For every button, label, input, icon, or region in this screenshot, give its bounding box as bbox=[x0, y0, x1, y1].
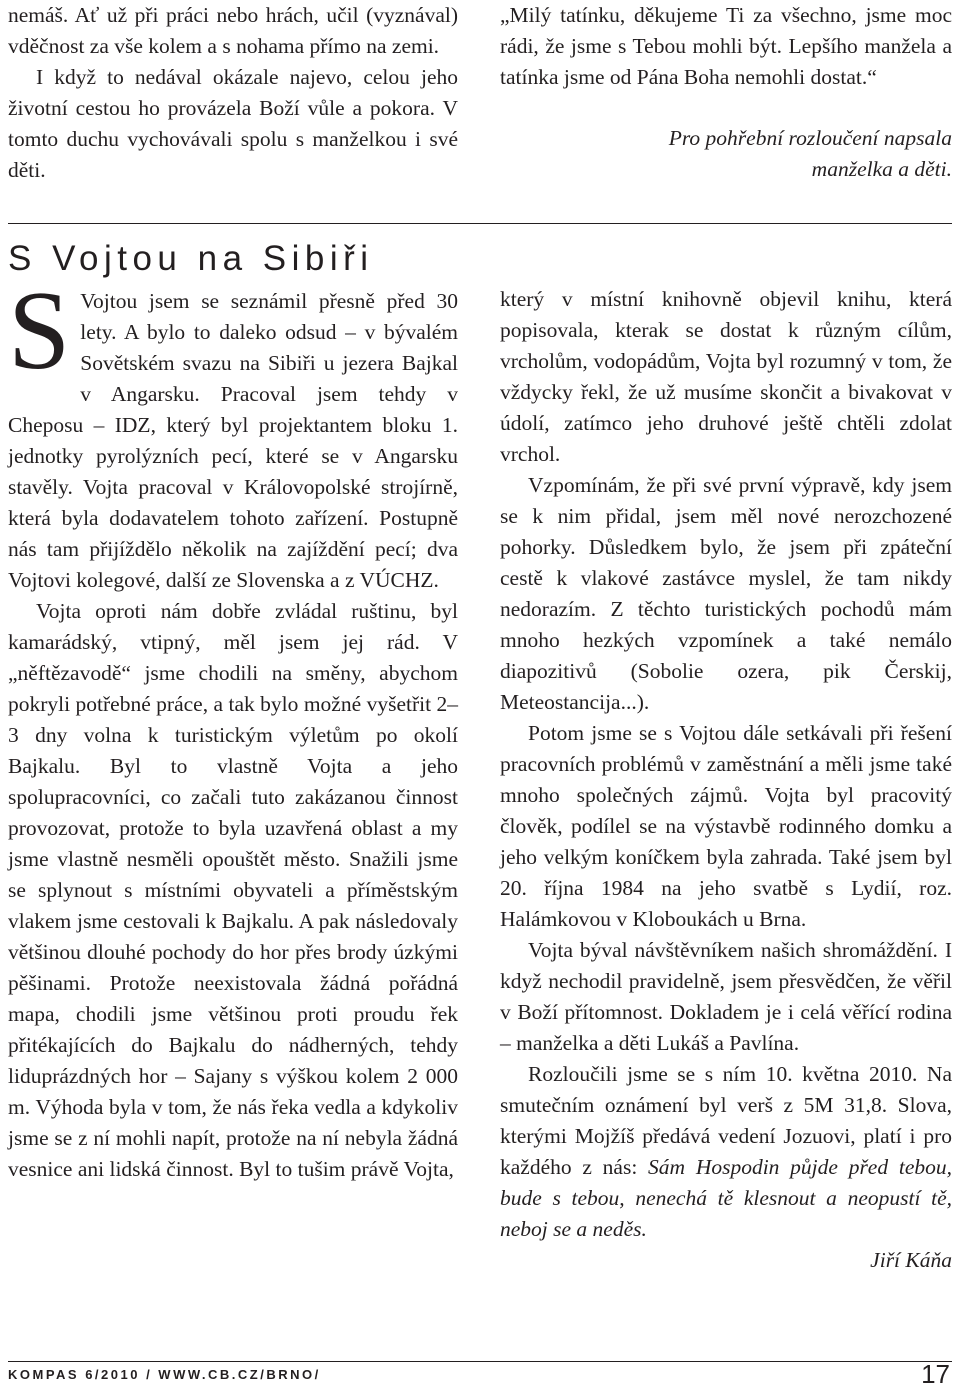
quote-credit-line2: manželka a děti. bbox=[811, 157, 952, 181]
author-signature: Jiří Káňa bbox=[870, 1248, 952, 1272]
first-paragraph bbox=[8, 269, 458, 596]
right-intro bbox=[500, 0, 952, 185]
section-heading: S Vojtou na Sibiři bbox=[8, 239, 374, 278]
closing-text: Rozloučili jsme se s ním 10. května 2010. Na smutečním oznámení byl verš z 5M 31,8. Slova, kterými Mojžíš předává vedení Jozuovi, platí i pro každého z nás: bbox=[500, 1062, 952, 1179]
left-column bbox=[8, 269, 458, 1185]
scripture-quote: Sám Hospodin půjde před tebou, bude s tebou, nenechá tě klesnout a neopustí tě, neboj se a neděs. bbox=[500, 1155, 952, 1241]
footer-divider bbox=[8, 1361, 952, 1362]
drop-cap: S bbox=[8, 269, 71, 393]
left-intro bbox=[8, 0, 458, 186]
intro-paragraph: I když to nedával okázale najevo, celou jeho životní cestou ho provázela Boží vůle a pokora. V tomto duchu vychovávali spolu s manželkou i své děti. bbox=[8, 65, 458, 182]
quote-credit-line1: Pro pohřební rozloučení napsala bbox=[668, 126, 952, 150]
footer-text: KOMPAS 6/2010 / WWW.CB.CZ/BRNO/ bbox=[8, 1367, 321, 1382]
right-paragraph: Vojta býval návštěvníkem našich shromáždění. I když nechodil pravidelně, jsem přesvědčen, že věřil v Boží přítomnost. Dokladem je i celá věřící rodina – manželka a děti Lukáš a Pavlína. bbox=[500, 938, 952, 1055]
right-paragraph: Potom jsme se s Vojtou dále setkávali při řešení pracovních problémů v zaměstnání a měli jsme také mnoho společných zájmů. Vojta byl pracovitý člověk, podílel se na výstavbě rodinného domku a jeho velkým koníčkem byla zahrada. Také jsem byl 20. října 1984 na jeho svatbě s Lydií, roz. Halámkovou v Kloboukách u Brna. bbox=[500, 721, 952, 931]
second-paragraph: Vojta oproti nám dobře zvládal ruštinu, byl kamarádský, vtipný, měl jsem jej rád. V „něftězavodě“ jsme chodili na směny, abychom pokryli potřebné práce, a tak bylo možné vyšetřit 2–3 dny volna k turistickým výletům po okolí Bajkalu. Byl to vlastně Vojta a jeho spolupracovníci, co začali tuto zakázanou činnost provozovat, protože to byla uzavřená oblast a my jsme vlastně nesměli opouštět město. Snažili jsme se splynout s místními obyvateli a příměstským vlakem jsme cestovali k Bajkalu. A pak následovaly většinou dlouhé pochody do hor přes brody úzkými pěšinami. Protože neexistovala žádná pořádná mapa, chodili jsme většinou proti proudu řek přitékajících do Bajkalu do nádherných, tehdy liduprázdných hor – Sajany s výškou kolem 2 000 m. Výhoda byla v tom, že nás řeka vedla a kdykoliv jsme se z ní mohli napít, protože na ní nebyla žádná vesnice ani lidská činnost. Byl to tušim právě Vojta, bbox=[8, 599, 458, 1181]
page-number: 17 bbox=[921, 1359, 950, 1389]
family-quote: „Milý tatínku, děkujeme Ti za všechno, jsme moc rádi, že jsme s Tebou mohli být. Lepšího manžela a tatínka jsme od Pána Boha nemohli dostat.“ bbox=[500, 3, 952, 89]
right-paragraph bbox=[500, 1059, 952, 1245]
right-paragraph: Vzpomínám, že při své první výpravě, kdy jsem se k nim přidal, jsem měl nové nerozchozené pohorky. Důsledkem bylo, že jsem při zpáteční cestě k vlakové zastávce myslel, že tam nikdy nedorazím. Z těchto turistických pochodů mám mnoho hezkých vzpomínek a také nemálo diapozitivů (Sobolie ozera, pik Čerskij, Meteostancija...). bbox=[500, 473, 952, 714]
section-divider bbox=[8, 223, 952, 224]
intro-paragraph: nemáš. Ať už při práci nebo hrách, učil (vyznával) vděčnost za vše kolem a s nohama přímo na zemi. bbox=[8, 3, 458, 58]
right-paragraph: který v místní knihovně objevil knihu, která popisovala, kterak se dostat k různým cílům, vrcholům, vodopádům, Vojta byl rozumný v tom, že vždycky řekl, že už musíme skončit a bivakovat v údolí, zatímco jeho druhové ještě chtěli zdolat vrchol. bbox=[500, 287, 952, 466]
first-paragraph-text: Vojtou jsem se seznámil přesně před 30 lety. A bylo to daleko odsud – v bývalém Sovětském svazu na Sibiři u jezera Bajkal v Angarsku. Pracoval jsem tehdy v Cheposu – IDZ, který byl projektantem bloku 1. jednotky pyrolýzních pecí, které se v Angarsku stavěly. Vojta pracoval v Královopolské strojírně, která byla dodavatelem tohoto zařízení. Postupně nás tam přijíždělo několik na zajíždění pecí; dva Vojtovi kolegové, další ze Slovenska a z VÚCHZ. bbox=[8, 289, 458, 592]
right-column bbox=[500, 284, 952, 1276]
